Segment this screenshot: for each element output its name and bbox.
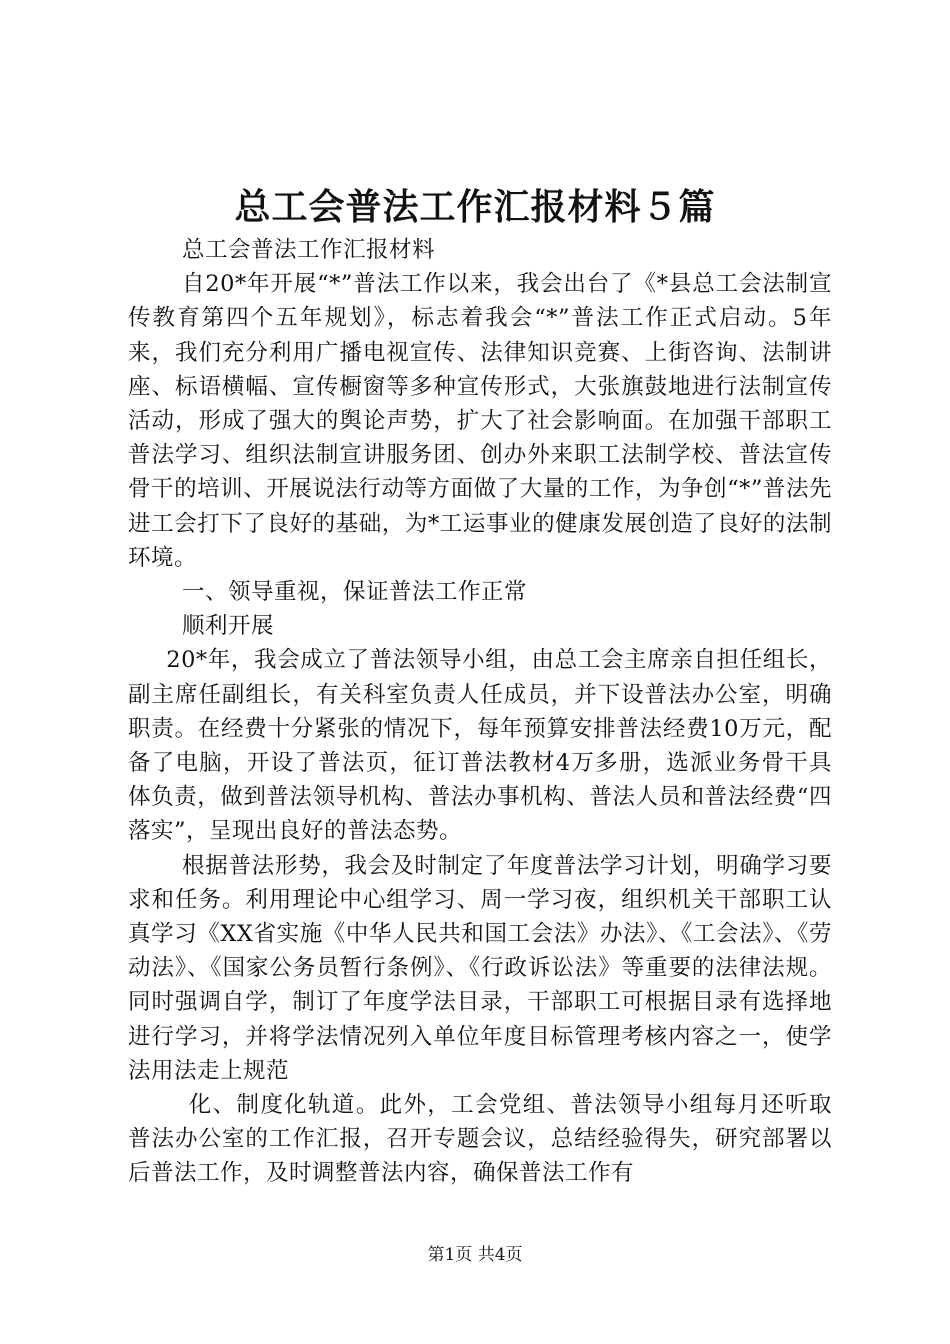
body-paragraph: 20*年，我会成立了普法领导小组，由总工会主席亲自担任组长，副主席任副组长，有关科室负责人任成员，并下设普法办公室，明确职责。在经费十分紧张的情况下，每年预算安排普法经费10万元，配备了电脑，开设了普法页，征订普法教材4万多册，选派业务骨干具体负责，做到普法领导机构、普法办事机构、普法人员和普法经费“四落实”，呈现出良好的普法态势。 [128,647,832,845]
subtitle-paragraph: 总工会普法工作汇报材料 [182,237,436,263]
section-heading-line-2: 顺利开展 [182,613,275,640]
body-paragraph: 根据普法形势，我会及时制定了年度普法学习计划，明确学习要求和任务。利用理论中心组学习、周一学习夜，组织机关干部职工认真学习《XX省实施《中华人民共和国工会法》办法》、《工会法》、《劳动法》、《国家公务员暂行条例》、《行政诉讼法》等重要的法律法规。同时强调自学，制订了年度学法目录，干部职工可根据目录有选择地进行学习，并将学法情况列入单位年度目标管理考核内容之一，使学法用法走上规范 [128,852,832,1084]
section-heading-line-1: 一、领导重视，保证普法工作正常 [182,579,528,606]
document-body [128,233,832,1191]
intro-paragraph: 自20*年开展“*”普法工作以来，我会出台了《*县总工会法制宣传教育第四个五年规划》，标志着我会“*”普法工作正式启动。5年来，我们充分利用广播电视宣传、法律知识竞赛、上街咨询、法制讲座、标语横幅、宣传橱窗等多种宣传形式，大张旗鼓地进行法制宣传活动，形成了强大的舆论声势，扩大了社会影响面。在加强干部职工普法学习、组织法制宣讲服务团、创办外来职工法制学校、普法宣传骨干的培训、开展说法行动等方面做了大量的工作，为争创“*”普法先进工会打下了良好的基础，为*工运事业的健康发展创造了良好的法制环境。 [128,271,832,571]
document-title: 总工会普法工作汇报材料５篇 [234,186,716,228]
page-footer: 第1页 共4页 [427,1245,523,1265]
body-paragraph: 化、制度化轨道。此外，工会党组、普法领导小组每月还听取普法办公室的工作汇报，召开专题会议，总结经验得失，研究部署以后普法工作，及时调整普法内容，确保普法工作有 [128,1092,832,1187]
